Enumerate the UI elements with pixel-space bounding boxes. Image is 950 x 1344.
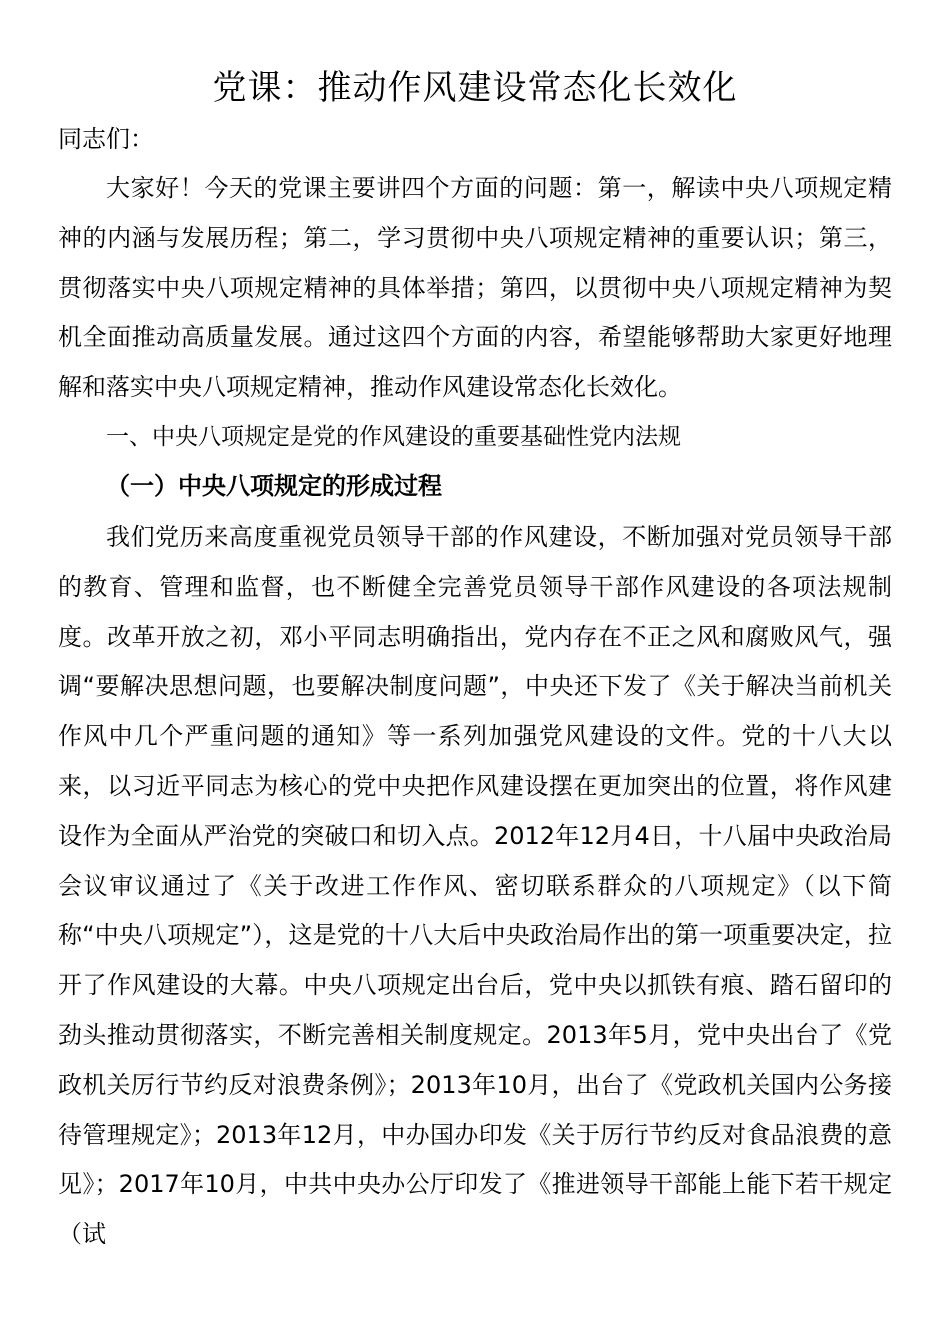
page-title: 党课：推动作风建设常态化长效化 — [212, 68, 738, 108]
intro-paragraph: 大家好！今天的党课主要讲四个方面的问题：第一，解读中央八项规定精神的内涵与发展历程；第二，学习贯彻中央八项规定精神的重要认识；第三，贯彻落实中央八项规定精神的具体举措；第四，以贯彻中央八项规定精神为契机全面推动高质量发展。通过这四个方面的内容，希望能够帮助大家更好地理解和落实中央八项规定精神，推动作风建设常态化长效化。 — [58, 174, 892, 402]
section-heading: 一、中央八项规定是党的作风建设的重要基础性党内法规 — [106, 424, 681, 450]
salutation: 同志们： — [58, 125, 154, 153]
subsection-heading: （一）中央八项规定的形成过程 — [106, 472, 442, 500]
history-paragraph: 我们党历来高度重视党员领导干部的作风建设，不断加强对党员领导干部的教育、管理和监督，也不断健全完善党员领导干部作风建设的各项法规制度。改革开放之初，邓小平同志明确指出，党内存在不正之风和腐败风气，强调“要解决思想问题，也要解决制度问题”，中央还下发了《关于解决当前机关作风中几个严重问题的通知》等一系列加强党风建设的文件。党的十八大以来，以习近平同志为核心的党中央把作风建设摆在更加突出的位置，将作风建设作为全面从严治党的突破口和切入点。2012年12月4日，十八届中央政治局会议审议通过了《关于改进工作作风、密切联系群众的八项规定》（以下简称“中央八项规定”），这是党的十八大后中央政治局作出的第一项重要决定，拉开了作风建设的大幕。中央八项规定出台后，党中央以抓铁有痕、踏石留印的劲头推动贯彻落实，不断完善相关制度规定。2013年5月，党中央出台了《党政机关厉行节约反对浪费条例》；2013年10月，出台了《党政机关国内公务接待管理规定》；2013年12月，中办国办印发《关于厉行节约反对食品浪费的意见》；2017年10月，中共中央办公厅印发了《推进领导干部能上能下若干规定（试 — [58, 523, 892, 1249]
